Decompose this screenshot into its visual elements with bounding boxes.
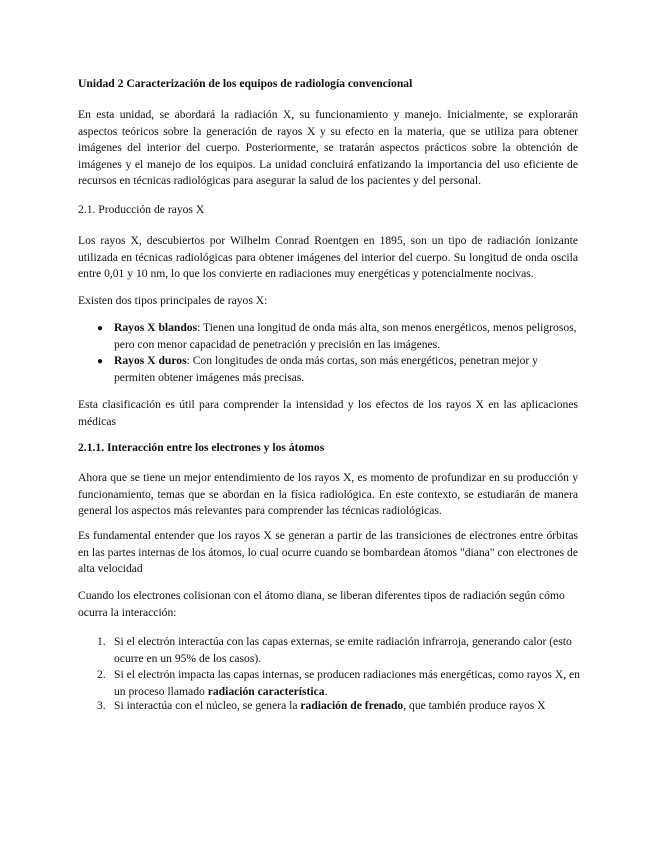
- list-bold-term: radiación característica: [207, 684, 325, 698]
- list-text-end: , que también produce rayos X: [403, 699, 546, 712]
- intro-paragraph: En esta unidad, se abordará la radiación X, su funcionamiento y manejo. Inicialmente, se explorarán aspectos teóricos sobre la generación de rayos X y su efecto en la materia, que se utiliza para obtener imágenes del interior del cuerpo. Posteriormente, se tratarán aspectos prácticos sobre la obtención de imágenes y el manejo de los equipos. La unidad concluirá enfatizando la importancia del uso eficiente de recursos en técnicas radiológicas para asegurar la salud de los pacientes y del personal.: [78, 108, 578, 187]
- list-item: [114, 353, 580, 386]
- list-bold-term: radiación de frenado: [300, 699, 404, 712]
- now-paragraph: Ahora que se tiene un mejor entendimiento de los rayos X, es momento de profundizar en su producción y funcionamiento, temas que se abordan en la física radiológica. En este contexto, se estudiarán de manera general los aspectos más relevantes para comprender las técnicas radiológicas.: [78, 471, 578, 517]
- bullet-icon: ●: [97, 356, 104, 367]
- list-item: [114, 667, 580, 700]
- bullet-text: : Con longitudes de onda más cortas, son más energéticos, penetran mejor y permiten obtener imágenes más precisas.: [114, 354, 538, 384]
- unit-title: Unidad 2 Caracterización de los equipos de radiología convencional: [78, 77, 413, 90]
- bullet-text: : Tienen una longitud de onda más alta, son menos energéticos, menos peligrosos, pero con menor capacidad de penetración y precisión en las imágenes.: [114, 321, 577, 351]
- list-item: [114, 698, 580, 715]
- list-text: Si interactúa con el núcleo, se genera la: [114, 699, 301, 712]
- list-text: Si el electrón impacta las capas internas, se producen radiaciones más energéticas, como rayos X, en un proceso llamado: [114, 668, 580, 698]
- classification-paragraph: Esta clasificación es útil para comprender la intensidad y los efectos de los rayos X en las aplicaciones médicas: [78, 398, 578, 428]
- types-intro: Existen dos tipos principales de rayos X:: [78, 294, 268, 307]
- list-number: 2.: [97, 668, 106, 681]
- list-text: Si el electrón interactúa con las capas externas, se emite radiación infrarroja, generando calor (esto ocurre en un 95% de los casos).: [114, 635, 572, 665]
- list-item: [114, 634, 580, 667]
- fundamental-paragraph: Es fundamental entender que los rayos X se generan a partir de las transiciones de electrones entre órbitas en las partes internas de los átomos, lo cual ocurre cuando se bombardean átomos "diana" con electrones de alta velocidad: [78, 529, 578, 575]
- xray-paragraph: Los rayos X, descubiertos por Wilhelm Conrad Roentgen en 1895, son un tipo de radiación ionizante utilizada en técnicas radiológicas para obtener imágenes del interior del cuerpo. Su longitud de onda oscila entre 0,01 y 10 nm, lo que los convierte en radiaciones muy energéticas y potencialmente nocivas.: [78, 234, 578, 280]
- list-item: [114, 320, 580, 353]
- bullet-icon: ●: [97, 323, 104, 334]
- list-text-end: .: [324, 684, 328, 698]
- list-number: 3.: [97, 699, 106, 712]
- bullet-term: Rayos X blandos: [114, 321, 198, 334]
- section-heading-2-1-1: 2.1.1. Interacción entre los electrones y los átomos: [78, 441, 325, 454]
- bullet-term: Rayos X duros: [114, 354, 187, 367]
- collision-paragraph: Cuando los electrones colisionan con el átomo diana, se liberan diferentes tipos de radiación según cómo ocurra la interacción:: [78, 589, 565, 619]
- list-number: 1.: [97, 635, 106, 648]
- section-heading-2-1: 2.1. Producción de rayos X: [78, 203, 205, 216]
